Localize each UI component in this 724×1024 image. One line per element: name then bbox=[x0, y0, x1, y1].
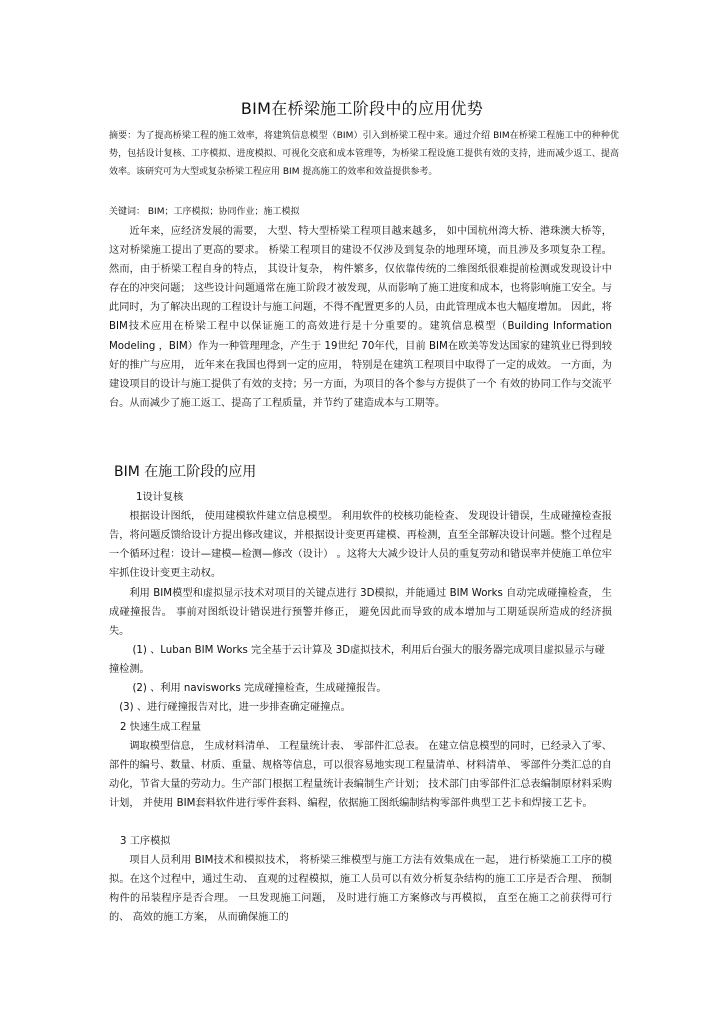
subsection-heading-2: 2 快速生成工程量 bbox=[120, 722, 202, 733]
section-heading: BIM 在施工阶段的应用 bbox=[114, 464, 257, 480]
quantity-paragraph: 调取模型信息， 生成材料清单、 工程量统计表、 零部件汇总表。 在建立信息模型的同时，已经录入了零、部件的编号、数量、材质、重量、规格等信息，可以很容易地实现工程量清单、材料清单、 零部件分类汇总的自动化，节省大量的劳动力。生产部门根据工程量统计表编制生产计划； 技术部门由零部件汇总表编制原材料采购计划， 并使用 BIM套料软件进行零件套料、编程，依据施工图纸编制结构零部件典型工艺卡和焊接工艺卡。 bbox=[109, 741, 612, 810]
intro-paragraph: 近年来，应经济发展的需要， 大型、特大型桥梁工程项目越来越多， 如中国杭州湾大桥、港珠澳大桥等， 这对桥梁施工提出了更高的要求。 桥梁工程项目的建设不仅涉及到复杂的地理环境，而且涉及多项复杂工程。 然而，由于桥梁工程自身的特点， 其设计复杂， 构件繁多，仅依靠传统的二维图纸很难提前检测或发现设计中存在的冲突问题； 这些设计问题通常在施工阶段才被发现，从而影响了施工进度和成本，也将影响施工安全。与此同时，为了解决出现的工程设计与施工问题，不得不配置更多的人员，由此管理成本也大幅度增加。 因此，将BIM技术应用在桥梁工程中以保证施工的高效进行是十分重要的。建筑信息模型（Building Information Modeling ，BIM）作为一种管理理念，产生于 19世纪 70年代，目前 BIM在欧美等发达国家的建筑业已得到较好的推广与应用， 近年来在我国也得到一定的应用， 特别是在建筑工程项目中取得了一定的成效。 一方面，为建设项目的设计与施工提供了有效的支持；另一方面，为项目的各个参与方提供了一个 有效的协同工作与交流平台。从而减少了施工返工、提高了工程质量，并节约了建造成本与工期等。 bbox=[109, 226, 612, 409]
subsection-heading-3: 3 工序模拟 bbox=[120, 836, 171, 847]
list-item-3: (3) 、进行碰撞报告对比，进一步排查确定碰撞点。 bbox=[119, 702, 351, 713]
list-item-2: (2) 、利用 navisworks 完成碰撞检查，生成碰撞报告。 bbox=[132, 683, 387, 694]
design-review-paragraph-1: 根据设计图纸， 使用建模软件建立信息模型。 利用软件的校核功能检查、 发现设计错误，生成碰撞检查报告，将问题反馈给设计方提出修改建议，并根据设计变更再建模、再检测，直至全部解决设计问题。整个过程是一个循环过程：设计—建模—检测—修改（设计） 。这将大大减少设计人员的重复劳动和错误率并使施工单位牢牢抓住设计变更主动权。 bbox=[109, 511, 612, 580]
abstract-paragraph: 摘要：为了提高桥梁工程的施工效率，将建筑信息模型（BIM）引入到桥梁工程中来。通过介绍 BIM在桥梁工程施工中的种种优势，包括设计复核、工序模拟、进度模拟、可视化交底和成本管理等，为桥梁工程设施工提供有效的支持，进而减少返工、提高效率。该研究可为大型或复杂桥梁工程应用 BIM 提高施工的效率和效益提供参考。 bbox=[109, 131, 619, 178]
list-item-1: (1) 、Luban BIM Works 完全基于云计算及 3D虚拟技术，利用后台强大的服务器完成项目虚拟显示与碰撞检测。 bbox=[109, 645, 605, 676]
design-review-paragraph-2: 利用 BIM模型和虚拟显示技术对项目的关键点进行 3D模拟，并能通过 BIM Works 自动完成碰撞检查， 生成碰撞报告。 事前对图纸设计错误进行预警并修正， 避免因此而导致的成本增加与工期延误所造成的经济损失。 bbox=[109, 588, 612, 638]
document-title: BIM在桥梁施工阶段中的应用优势 bbox=[240, 99, 484, 118]
subsection-heading-1: 1设计复核 bbox=[136, 492, 184, 503]
process-simulation-paragraph: 项目人员利用 BIM技术和模拟技术， 将桥梁三维模型与施工方法有效集成在一起， 进行桥梁施工工序的模拟。在这个过程中，通过生动、 直观的过程模拟，施工人员可以有效分析复杂结构的施工工序是否合理、 预制构件的吊装程序是否合理。 一旦发现施工问题， 及时进行施工方案修改与再模拟， 直至在施工之前获得可行的、 高效的施工方案， 从而确保施工的 bbox=[109, 855, 612, 924]
keywords-line: 关键词： BIM；工序模拟；协同作业；施工模拟 bbox=[109, 207, 300, 217]
